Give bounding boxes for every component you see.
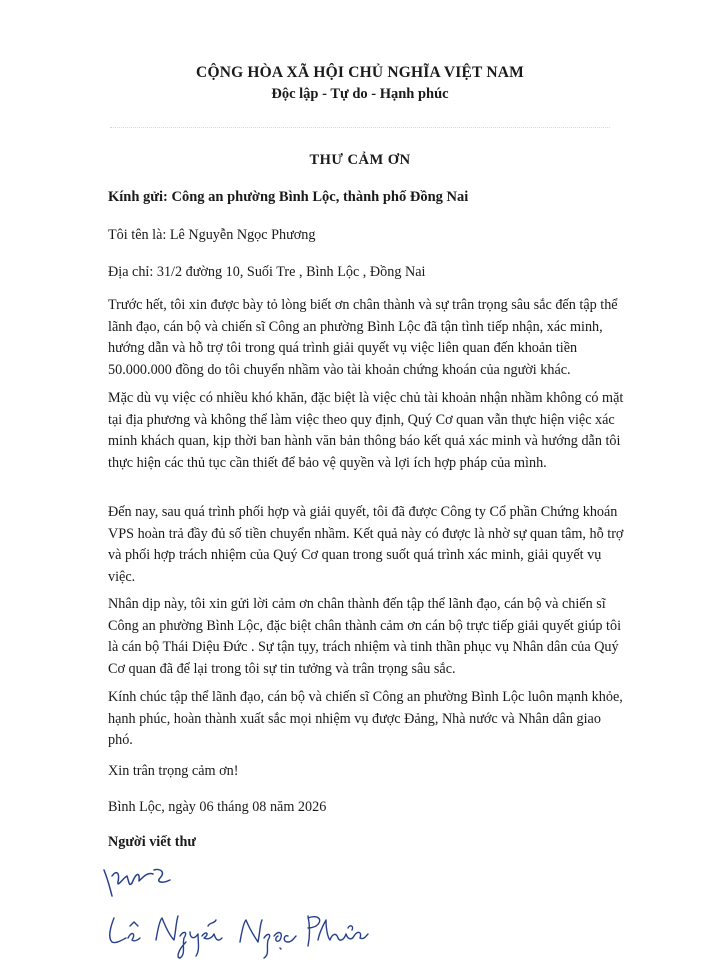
handwritten-name-image (104, 900, 374, 962)
signature-image (96, 858, 186, 900)
paragraph-5: Kính chúc tập thể lãnh đạo, cán bộ và chiến sĩ Công an phường Bình Lộc luôn mạnh khỏe, hạnh phúc, hoàn thành xuất sắc mọi nhiệm vụ được Đảng, Nhà nước và Nhân dân giao phó. (108, 689, 623, 749)
paragraph-2: Mặc dù vụ việc có nhiều khó khăn, đặc biệt là việc chủ tài khoản nhận nhầm không có mặt tại địa phương và không thể làm việc theo quy định, Quý Cơ quan vẫn thực hiện việc xác minh khách quan, kịp thời ban hành văn bản thông báo kết quả xác minh và hướng dẫn tôi thực hiện các thủ tục cần thiết để bảo vệ quyền và lợi ích hợp pháp của mình. (108, 390, 624, 471)
handwriting-stroke-le (110, 918, 140, 943)
header-divider (110, 127, 610, 128)
signature-stroke-1 (104, 870, 112, 896)
signature-stroke-2 (112, 873, 132, 885)
signature-stroke-4 (154, 869, 170, 882)
closing-line: Xin trân trọng cảm ơn! (108, 763, 239, 779)
recipient-line: Kính gửi: Công an phường Bình Lộc, thành phố Đồng Nai (108, 189, 469, 205)
paragraph-3: Đến nay, sau quá trình phối hợp và giải quyết, tôi đã được Công ty Cổ phần Chứng khoán VPS hoàn trả đầy đủ số tiền chuyển nhầm. Kết quả này có được là nhờ sự quan tâm, hỗ trợ và phối hợp trách nhiệm của Quý Cơ quan trong suốt quá trình xác minh, giải quyết vụ việc. (108, 504, 624, 585)
place-date-line: Bình Lộc, ngày 06 tháng 08 năm 2026 (108, 799, 327, 815)
sender-address-line: Địa chỉ: 31/2 đường 10, Suối Tre , Bình Lộc , Đồng Nai (108, 264, 426, 280)
national-title: CỘNG HÒA XÃ HỘI CHỦ NGHĨA VIỆT NAM (196, 64, 524, 81)
handwriting-stroke-nguyen (156, 916, 222, 958)
document-header (0, 62, 720, 104)
national-motto: Độc lập - Tự do - Hạnh phúc (271, 86, 449, 102)
sender-name-line: Tôi tên là: Lê Nguyễn Ngọc Phương (108, 227, 316, 243)
handwriting-stroke-ngoc (240, 920, 296, 958)
handwriting-stroke-phuong (308, 916, 368, 946)
paragraph-4: Nhân dịp này, tôi xin gửi lời cảm ơn chân thành đến tập thể lãnh đạo, cán bộ và chiến sĩ Công an phường Bình Lộc, đặc biệt chân thành cảm ơn cán bộ trực tiếp giải quyết giúp tôi là cán bộ Thái Diệu Đức . Sự tận tụy, trách nhiệm và tinh thần phục vụ Nhân dân của Quý Cơ quan đã để lại trong tôi sự tin tưởng và trân trọng sâu sắc. (108, 596, 622, 677)
letter-title: THƯ CẢM ƠN (309, 152, 411, 168)
paragraph-1: Trước hết, tôi xin được bày tỏ lòng biết ơn chân thành và sự trân trọng sâu sắc đến tập thể lãnh đạo, cán bộ và chiến sĩ Công an phường Bình Lộc đã tận tình tiếp nhận, xác minh, hướng dẫn và hỗ trợ tôi trong quá trình giải quyết vụ việc liên quan đến khoản tiền 50.000.000 đồng do tôi chuyển nhầm vào tài khoản chứng khoán của người khác. (108, 297, 618, 378)
signer-label: Người viết thư (108, 834, 196, 850)
signature-stroke-3 (132, 873, 153, 883)
